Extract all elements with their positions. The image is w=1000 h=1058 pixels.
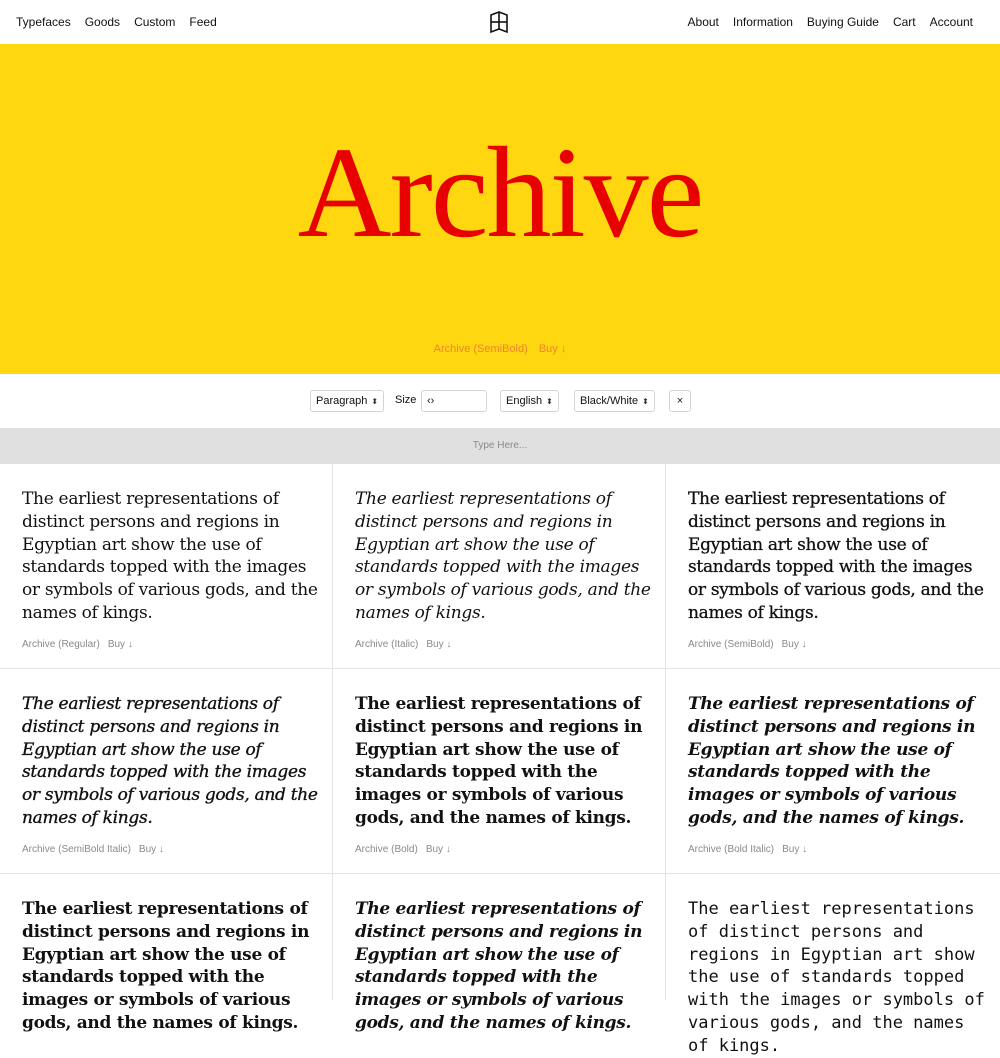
tester-controls <box>0 374 1000 428</box>
hero-caption <box>0 343 1000 355</box>
specimen-meta <box>22 639 133 650</box>
close-icon: × <box>676 395 684 407</box>
hero-banner <box>0 44 1000 374</box>
specimen-sample-text[interactable]: The earliest representations of distinct persons and regions in Egyptian art show the use of standards topped with the images or symbols of various gods, and the names of kings. <box>355 899 643 1033</box>
nav-about[interactable]: About <box>687 15 719 29</box>
book-logo-icon[interactable] <box>490 11 508 33</box>
color-select-value: Black/White <box>580 395 639 407</box>
chevron-updown-icon: ⬍ <box>546 397 553 406</box>
specimen-meta <box>688 639 807 650</box>
specimen-cell <box>333 669 666 874</box>
specimen-cell <box>333 464 666 669</box>
type-here-input[interactable]: Type Here... <box>0 428 1000 464</box>
specimen-sample-text[interactable]: The earliest representations of distinct persons and regions in Egyptian art show the use of standards topped with the images or symbols of various gods, and the names of kings. <box>688 899 985 1056</box>
nav-left-group <box>16 15 217 29</box>
specimen-cell <box>666 464 1000 669</box>
specimen-grid <box>0 464 1000 1056</box>
specimen-cell <box>0 874 333 1033</box>
specimen-meta <box>22 844 164 855</box>
nav-typefaces[interactable]: Typefaces <box>16 15 71 29</box>
specimen-meta <box>688 844 807 855</box>
specimen-buy-link[interactable]: Buy ↓ <box>138 844 164 855</box>
style-select[interactable] <box>310 390 384 412</box>
chevron-updown-icon: ⬍ <box>371 397 379 406</box>
hero-buy-link[interactable]: Buy ↓ <box>538 343 567 355</box>
language-select[interactable] <box>500 390 559 412</box>
specimen-cell <box>0 464 333 669</box>
nav-information[interactable]: Information <box>732 15 793 29</box>
size-label: Size <box>395 394 417 406</box>
nav-right-group <box>688 15 973 29</box>
nav-feed[interactable]: Feed <box>189 15 217 29</box>
hero-style-label: Archive (SemiBold) <box>433 343 528 355</box>
specimen-cell <box>333 874 666 1033</box>
specimen-style-label: Archive (Regular) <box>22 639 100 650</box>
specimen-style-label: Archive (Italic) <box>355 639 419 650</box>
style-select-value: Paragraph <box>316 395 368 407</box>
nav-cart[interactable]: Cart <box>892 15 916 29</box>
specimen-buy-link[interactable]: Buy ↓ <box>782 844 808 855</box>
specimen-sample-text[interactable]: The earliest representations of distinct persons and regions in Egyptian art show the use of standards topped with the images or symbols of various gods, and the names of kings. <box>355 694 643 828</box>
specimen-style-label: Archive (Bold Italic) <box>688 844 775 855</box>
specimen-style-label: Archive (SemiBold) <box>688 639 774 650</box>
nav-goods[interactable]: Goods <box>84 15 121 29</box>
reset-button[interactable] <box>669 390 691 412</box>
specimen-buy-link[interactable]: Buy ↓ <box>426 639 452 650</box>
size-slider[interactable] <box>421 390 487 412</box>
specimen-sample-text[interactable]: The earliest representations of distinct persons and regions in Egyptian art show the use of standards topped with the images or symbols of various gods, and the names of kings. <box>22 489 318 623</box>
specimen-cell <box>666 874 1000 1056</box>
color-select[interactable] <box>574 390 655 412</box>
nav-custom[interactable]: Custom <box>134 15 176 29</box>
specimen-buy-link[interactable]: Buy ↓ <box>781 639 807 650</box>
nav-buying-guide[interactable]: Buying Guide <box>806 15 879 29</box>
specimen-sample-text[interactable]: The earliest representations of distinct persons and regions in Egyptian art show the use of standards topped with the images or symbols of various gods, and the names of kings. <box>355 489 651 623</box>
specimen-sample-text[interactable]: The earliest representations of distinct persons and regions in Egyptian art show the use of standards topped with the images or symbols of various gods, and the names of kings. <box>688 489 984 623</box>
specimen-style-label: Archive (Bold) <box>355 844 418 855</box>
specimen-style-label: Archive (SemiBold Italic) <box>22 844 131 855</box>
specimen-meta <box>355 639 451 650</box>
specimen-cell <box>666 669 1000 874</box>
specimen-sample-text[interactable]: The earliest representations of distinct persons and regions in Egyptian art show the use of standards topped with the images or symbols of various gods, and the names of kings. <box>22 694 318 828</box>
specimen-meta <box>355 844 451 855</box>
specimen-buy-link[interactable]: Buy ↓ <box>107 639 133 650</box>
specimen-sample-text[interactable]: The earliest representations of distinct persons and regions in Egyptian art show the use of standards topped with the images or symbols of various gods, and the names of kings. <box>22 899 310 1033</box>
chevron-updown-icon: ⬍ <box>642 397 649 406</box>
specimen-sample-text[interactable]: The earliest representations of distinct persons and regions in Egyptian art show the use of standards topped with the images or symbols of various gods, and the names of kings. <box>688 694 976 828</box>
language-select-value: English <box>506 395 543 407</box>
top-navigation <box>0 0 1000 44</box>
hero-title: Archive <box>297 121 703 265</box>
nav-account[interactable]: Account <box>929 15 973 29</box>
specimen-buy-link[interactable]: Buy ↓ <box>425 844 451 855</box>
slider-handle-icon: ‹› <box>427 395 435 407</box>
specimen-cell <box>0 669 333 874</box>
